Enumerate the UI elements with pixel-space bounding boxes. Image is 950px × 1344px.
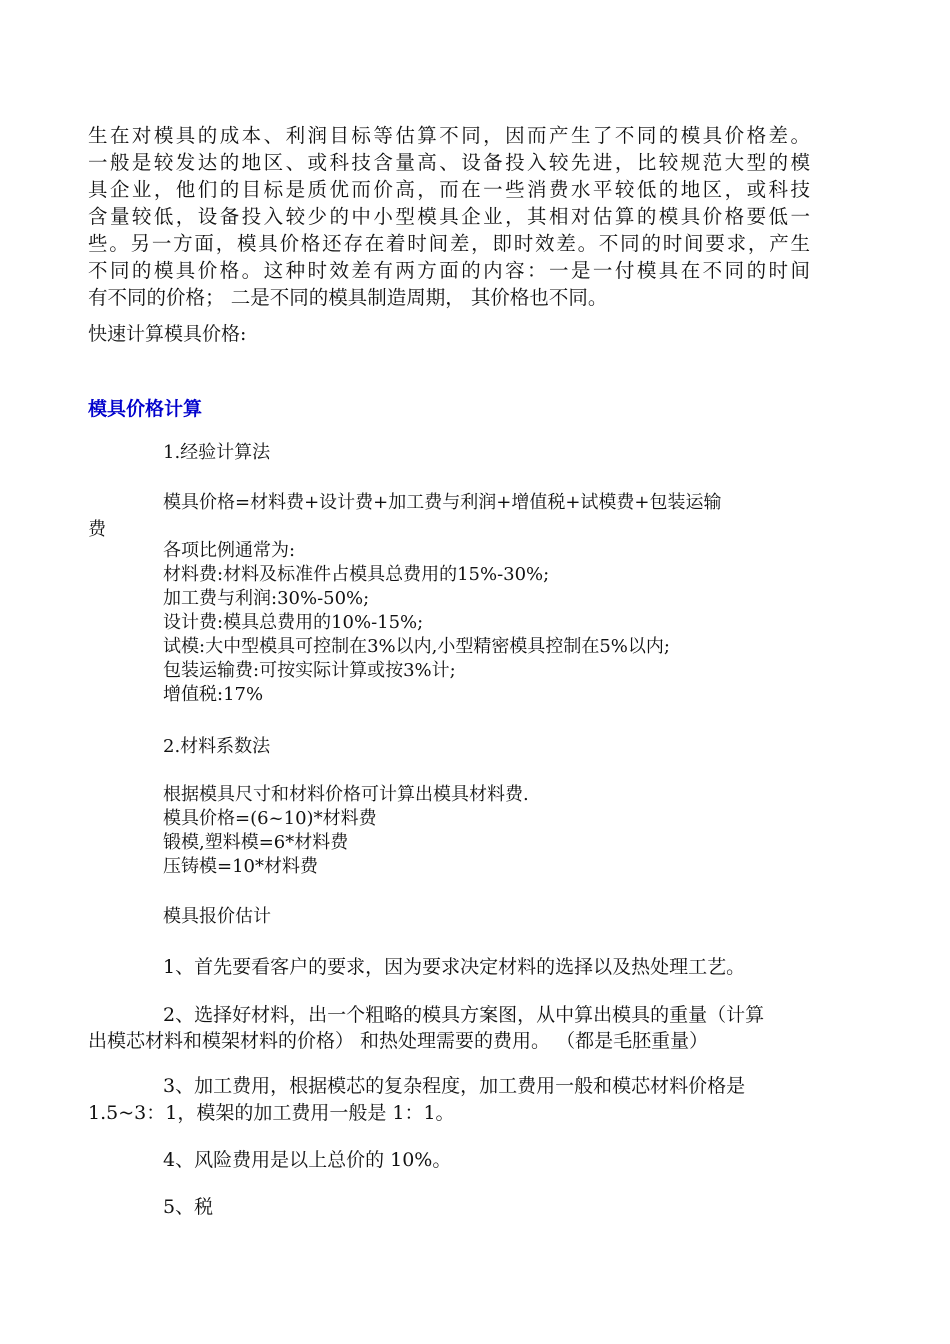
estimate-step-4: 4、风险费用是以上总价的 10%。 [163, 1149, 452, 1171]
estimate-title: 模具报价估计 [163, 906, 271, 927]
formula-line: 模具价格=材料费+设计费+加工费与利润+增值税+试模费+包装运输 [163, 492, 722, 513]
estimate-step-2 [88, 1002, 764, 1054]
step-line: 2、选择好材料，出一个粗略的模具方案图，从中算出模具的重量（计算 [163, 1004, 765, 1026]
method2-line: 模具价格=(6~10)*材料费 [163, 808, 377, 829]
method1-formula [88, 489, 722, 543]
step-line: 3、加工费用，根据模芯的复杂程度，加工费用一般和模芯材料价格是 [163, 1075, 746, 1097]
method1-ratios [88, 539, 670, 707]
intro-line: 不同的模具价格。这种时效差有两方面的内容：一是一付模具在不同的时间 [88, 259, 810, 282]
intro-line: 有不同的价格； 二是不同的模具制造周期， 其价格也不同。 [88, 286, 608, 309]
method2-line: 根据模具尺寸和材料价格可计算出模具材料费. [163, 784, 529, 805]
formula-line: 费 [88, 519, 106, 540]
ratio-line: 材料费:材料及标准件占模具总费用的15%-30%; [163, 564, 550, 585]
estimate-step-5: 5、税 [163, 1196, 214, 1218]
intro-line: 一般是较发达的地区、或科技含量高、设备投入较先进，比较规范大型的模 [88, 151, 810, 174]
intro-line: 含量较低，设备投入较少的中小型模具企业，其相对估算的模具价格要低一 [88, 205, 810, 228]
step-line: 1.5~3：1，模架的加工费用一般是 1：1。 [88, 1102, 455, 1124]
estimate-step-3 [88, 1073, 745, 1127]
method2-lines [88, 783, 529, 879]
intro-line: 生在对模具的成本、利润目标等估算不同，因而产生了不同的模具价格差。 [88, 124, 810, 147]
ratio-line: 试模:大中型模具可控制在3%以内,小型精密模具控制在5%以内; [163, 636, 670, 657]
ratio-line: 设计费:模具总费用的10%-15%; [163, 612, 424, 633]
ratio-line: 各项比例通常为: [163, 540, 296, 561]
intro-paragraph [88, 122, 810, 311]
intro-line: 具企业，他们的目标是质优而价高，而在一些消费水平较低的地区，或科技 [88, 178, 810, 201]
method1-title: 1.经验计算法 [163, 442, 271, 463]
ratio-line: 加工费与利润:30%-50%; [163, 588, 370, 609]
method2-title: 2.材料系数法 [163, 736, 271, 757]
ratio-line: 包装运输费:可按实际计算或按3%计; [163, 660, 456, 681]
step-line: 出模芯材料和模架材料的价格） 和热处理需要的费用。 （都是毛胚重量） [88, 1030, 709, 1052]
section-heading: 模具价格计算 [88, 398, 203, 420]
quick-calc-label: 快速计算模具价格: [88, 323, 247, 345]
method2-line: 锻模,塑料模=6*材料费 [163, 832, 349, 853]
method2-line: 压铸模=10*材料费 [163, 856, 318, 877]
ratio-line: 增值税:17% [163, 684, 264, 705]
estimate-step-1: 1、首先要看客户的要求，因为要求决定材料的选择以及热处理工艺。 [163, 956, 746, 978]
intro-line: 些。另一方面，模具价格还存在着时间差，即时效差。不同的时间要求，产生 [88, 232, 810, 255]
